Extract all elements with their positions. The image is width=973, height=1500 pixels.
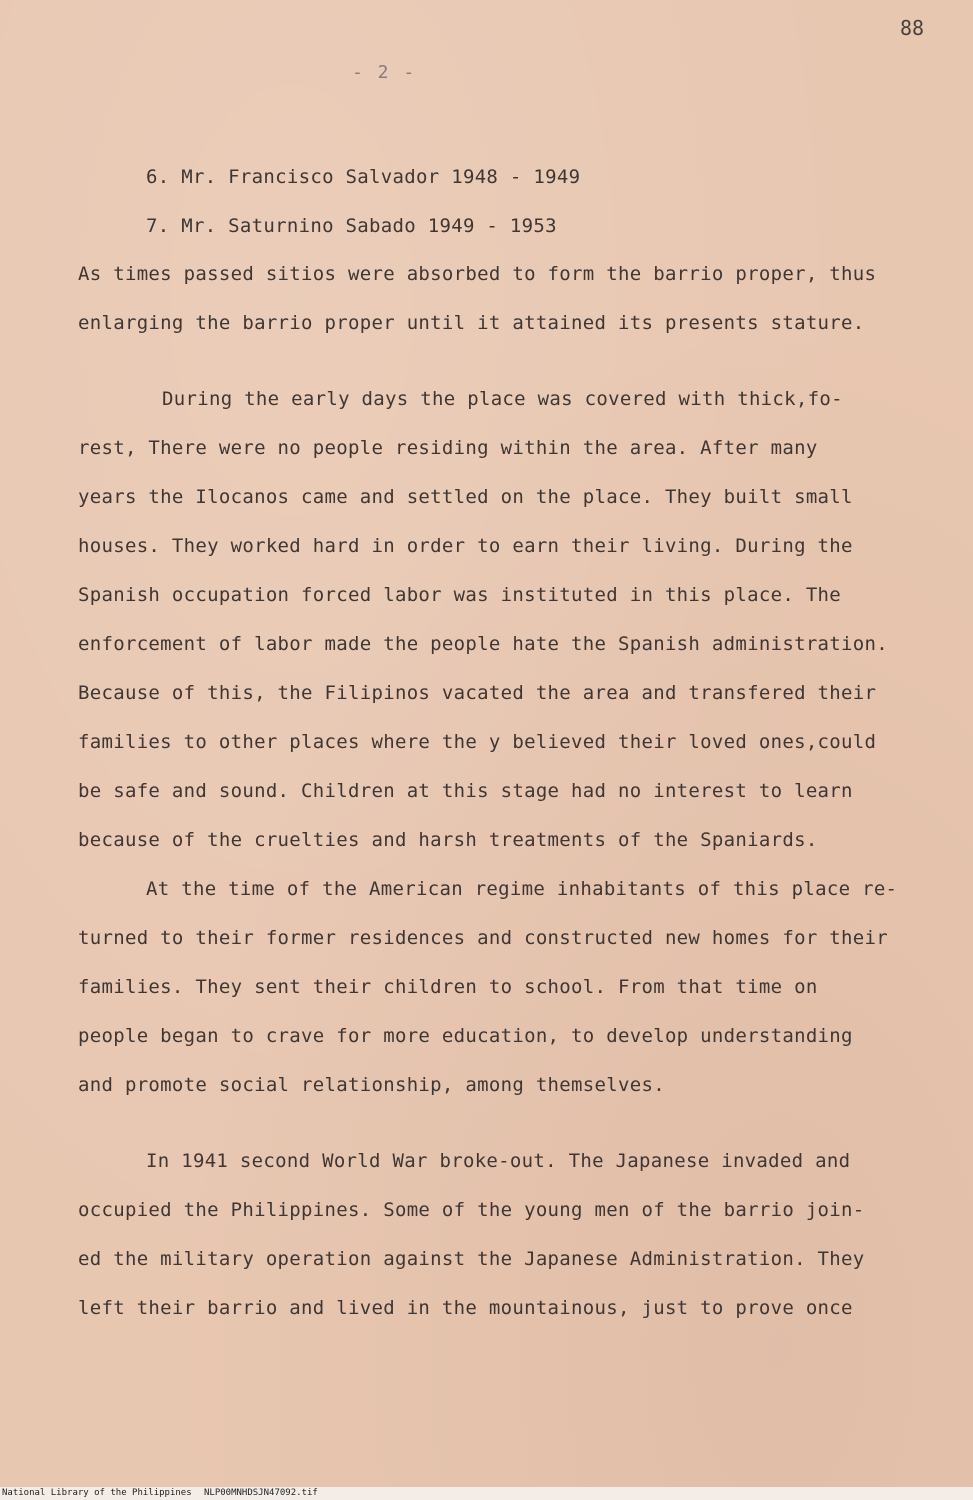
page-mark: - 2 - bbox=[352, 62, 417, 83]
text-line: occupied the Philippines. Some of the young men of the barrio join- bbox=[78, 1199, 865, 1221]
text-line: families to other places where the y believed their loved ones,could bbox=[78, 731, 877, 753]
text-line: houses. They worked hard in order to earn their living. During the bbox=[78, 535, 853, 557]
text-line: rest, There were no people residing within the area. After many bbox=[78, 437, 818, 459]
text-line: turned to their former residences and constructed new homes for their bbox=[78, 927, 888, 949]
text-line: enlarging the barrio proper until it attained its presents stature. bbox=[78, 312, 865, 334]
text-line: As times passed sitios were absorbed to form the barrio proper, thus bbox=[78, 263, 877, 285]
text-line: and promote social relationship, among themselves. bbox=[78, 1074, 665, 1096]
footer-file: NLP00MNHDSJN47092.tif bbox=[204, 1488, 318, 1498]
text-line: be safe and sound. Children at this stage had no interest to learn bbox=[78, 780, 853, 802]
text-line: people began to crave for more education, to develop understanding bbox=[78, 1025, 853, 1047]
text-line: left their barrio and lived in the mountainous, just to prove once bbox=[78, 1297, 853, 1319]
text-line: because of the cruelties and harsh treatments of the Spaniards. bbox=[78, 829, 818, 851]
list-item: 6. Mr. Francisco Salvador 1948 - 1949 bbox=[146, 166, 581, 188]
text-line: In 1941 second World War broke-out. The Japanese invaded and bbox=[146, 1150, 851, 1172]
text-line: years the Ilocanos came and settled on the place. They built small bbox=[78, 486, 853, 508]
text-line: enforcement of labor made the people hate the Spanish administration. bbox=[78, 633, 888, 655]
page-number: 88 bbox=[900, 16, 925, 40]
scan-footer bbox=[0, 1487, 973, 1500]
text-line: families. They sent their children to school. From that time on bbox=[78, 976, 818, 998]
text-line: ed the military operation against the Japanese Administration. They bbox=[78, 1248, 865, 1270]
list-item: 7. Mr. Saturnino Sabado 1949 - 1953 bbox=[146, 215, 557, 237]
text-line: Spanish occupation forced labor was instituted in this place. The bbox=[78, 584, 842, 606]
text-line: At the time of the American regime inhabitants of this place re- bbox=[146, 878, 898, 900]
text-line: During the early days the place was covered with thick,fo- bbox=[162, 388, 843, 410]
footer-library: National Library of the Philippines bbox=[2, 1488, 192, 1498]
text-line: Because of this, the Filipinos vacated the area and transfered their bbox=[78, 682, 877, 704]
